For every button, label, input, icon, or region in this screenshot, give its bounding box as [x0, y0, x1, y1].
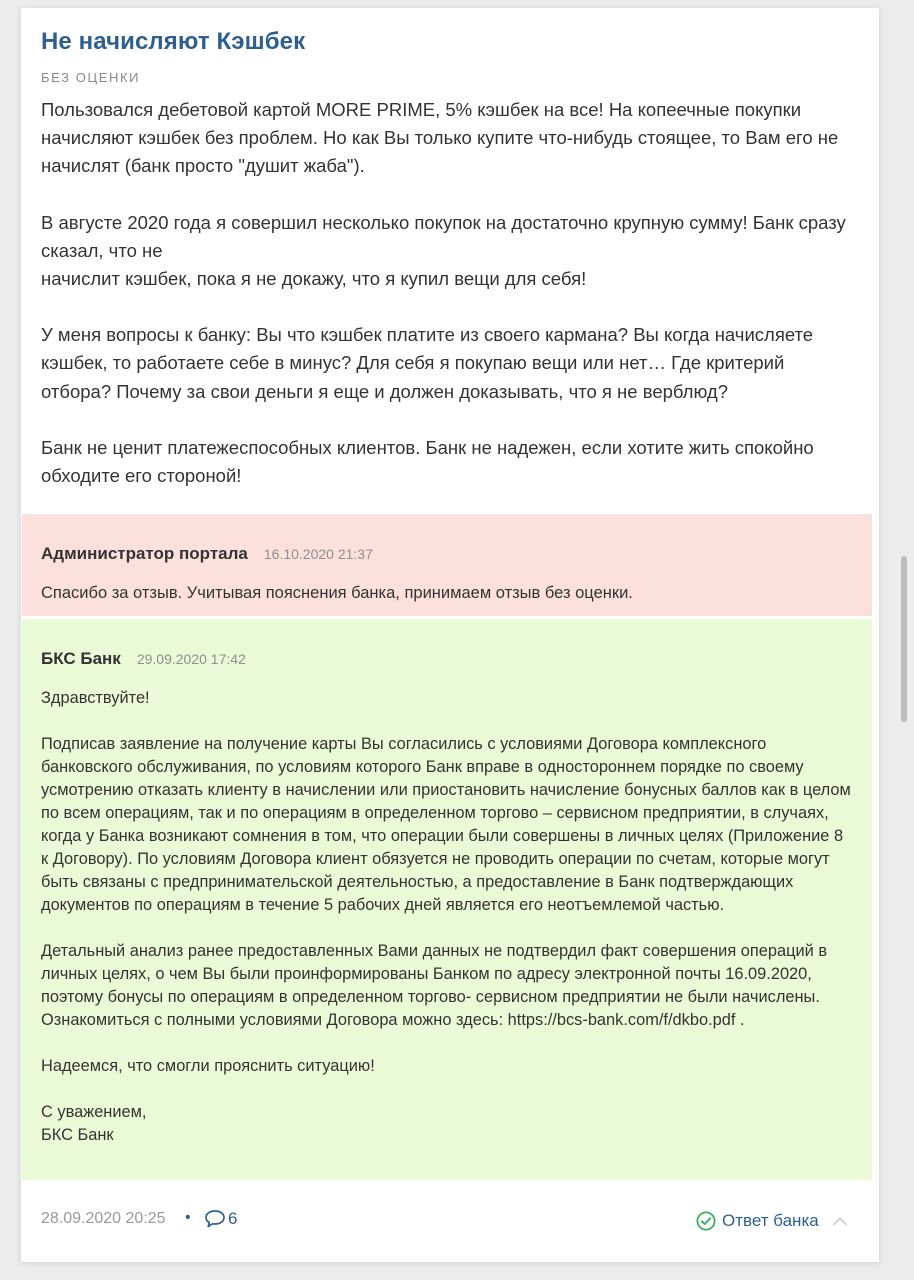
review-card: [21, 8, 879, 1262]
bank-answer-label[interactable]: Ответ банка: [722, 1211, 819, 1230]
admin-reply-text: Спасибо за отзыв. Учитывая пояснения банка, принимаем отзыв без оценки.: [41, 584, 633, 602]
rating-label: БЕЗ ОЦЕНКИ: [41, 70, 141, 85]
admin-reply-header: [41, 544, 373, 564]
admin-reply: [22, 514, 872, 616]
bank-reply-body: [41, 687, 853, 1147]
scrollbar-thumb[interactable]: [901, 556, 907, 722]
bank-reply-greeting: Здравствуйте!: [41, 689, 150, 707]
bank-reply-date: 29.09.2020 17:42: [136, 651, 246, 667]
bank-reply: [22, 619, 872, 1180]
admin-reply-author: Администратор портала: [41, 544, 248, 563]
bank-reply-signature: БКС Банк: [41, 1126, 114, 1144]
review-paragraph: Банк не ценит платежеспособных клиентов. Банк не надежен, если хотите жить спокойно обходите его стороной!: [41, 436, 814, 487]
comment-count[interactable]: 6: [228, 1209, 238, 1228]
bank-reply-header: [41, 649, 246, 669]
bank-reply-closing: Надеемся, что смогли прояснить ситуацию!: [41, 1057, 375, 1075]
bank-reply-paragraph: Детальный анализ ранее предоставленных Вами данных не подтвердил факт совершения операций в личных целях, о чем Вы были проинформированы Банком по адресу электронной почты 16.09.2020, поэтому бонусы по операциям в определенном торгово- сервисном предприятии не были начислены. Ознакомиться с полными условиями Договора можно здесь: https://bcs-bank.com/f/dkbo.pdf .: [41, 942, 828, 1029]
review-date: 28.09.2020 20:25: [41, 1210, 166, 1227]
admin-reply-date: 16.10.2020 21:37: [263, 546, 373, 562]
bank-reply-author: БКС Банк: [41, 649, 121, 668]
footer-separator: •: [185, 1209, 191, 1226]
review-title[interactable]: Не начисляют Кэшбек: [41, 28, 306, 55]
comment-bubble-icon[interactable]: [204, 1209, 226, 1229]
chevron-up-icon[interactable]: [832, 1216, 848, 1226]
review-footer: [41, 1206, 851, 1234]
bank-reply-regards: С уважением,: [41, 1103, 147, 1121]
review-paragraph: начислит кэшбек, пока я не докажу, что я купил вещи для себя!: [41, 268, 587, 290]
review-paragraph: В августе 2020 года я совершил несколько покупок на достаточно крупную сумму! Банк сразу сказал, что не: [41, 211, 846, 261]
bank-answer-toggle[interactable]: [696, 1209, 848, 1233]
review-paragraph: У меня вопросы к банку: Вы что кэшбек платите из своего кармана? Вы когда начисляете кэшбек, то работаете себе в минус? Для себя я покупаю вещи или нет… Где критерий отбора? Почему за свои деньги я еще и должен доказывать, что я не верблюд?: [41, 324, 814, 402]
review-paragraph: Пользовался дебетовой картой MORE PRIME, 5% кэшбек на все! На копеечные покупки начисляют кэшбек без проблем. Но как Вы только купите что-нибудь стоящее, то Вам его не начислят (банк просто "душит жаба").: [41, 99, 839, 177]
review-body: [41, 96, 856, 490]
bank-reply-paragraph: Подписав заявление на получение карты Вы согласились с условиями Договора комплексного банковского обслуживания, по условиям которого Банк вправе в одностороннем порядке по своему усмотрению отказать клиенту в начислении или приостановить начисление бонусных баллов как в целом по всем операциям, так и по операциям в определенном торгово – сервисном предприятии, в случаях, когда у Банка возникают сомнения в том, что операции были совершены в личных целях (Приложение 8 к Договору). По условиям Договора клиент обязуется не проводить операции по счетам, которые могут быть связаны с предпринимательской деятельностью, а предоставление в Банк подтверждающих документов по операциям в течение 5 рабочих дней является его неотъемлемой частью.: [41, 735, 851, 914]
check-circle-icon: [696, 1211, 716, 1231]
